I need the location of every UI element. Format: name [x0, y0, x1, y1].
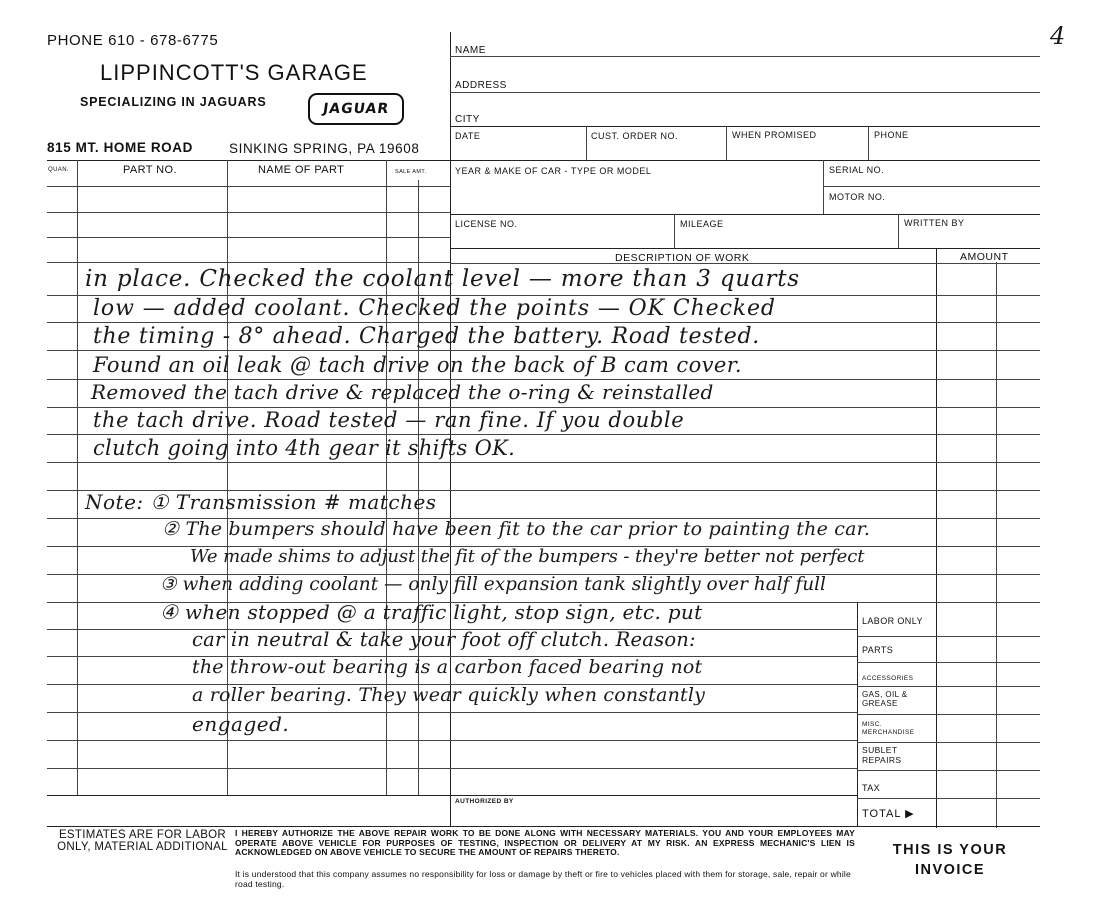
label-labor-only: LABOR ONLY	[862, 616, 923, 626]
work-line: clutch going into 4th gear it shifts OK.	[93, 436, 516, 460]
label-parts: PARTS	[862, 645, 894, 655]
work-line: the tach drive. Road tested — ran fine. If you double	[93, 408, 685, 432]
license-divider-2	[898, 214, 899, 248]
name-rule	[450, 56, 1040, 57]
amount-cents-divider	[996, 262, 997, 828]
authorization-text: I HEREBY AUTHORIZE THE ABOVE REPAIR WORK TO BE DONE ALONG WITH NECESSARY MATERIALS. YOU AND YOUR EMPLOYEES MAY OPERATE ABOVE VEHICLE FOR PURPOSES OF TESTING, INSPECTION OR DELIVERY AT MY RISK. AN EXPRESS MECHANIC'S LIEN IS ACKNOWLEDGED ON ABOVE VEHICLE TO SECURE THE AMOUNT OF REPAIRS THERETO.	[235, 828, 855, 857]
ruled-line	[47, 186, 450, 187]
totals-rule	[857, 714, 1040, 715]
label-accessories: ACCESSORIES	[862, 675, 914, 682]
note-line: ③ when adding coolant — only fill expansion tank slightly over half full	[160, 574, 826, 595]
note-line: ④ when stopped @ a traffic light, stop sign, etc. put	[160, 600, 703, 624]
description-header-rule	[450, 263, 1040, 264]
city-rule	[450, 126, 1040, 127]
totals-rule	[857, 742, 1040, 743]
ruled-line	[47, 322, 1040, 323]
note-line: the throw-out bearing is a carbon faced bearing not	[192, 656, 703, 678]
date-divider-1	[586, 126, 587, 160]
ruled-line	[47, 768, 857, 769]
label-when-promised: WHEN PROMISED	[732, 130, 817, 140]
label-sublet: SUBLET REPAIRS	[862, 745, 902, 765]
totals-rule	[857, 636, 1040, 637]
invoice-text: THIS IS YOUR INVOICE	[892, 842, 1008, 878]
ruled-line	[47, 212, 450, 213]
ruled-line	[47, 462, 1040, 463]
totals-rule	[857, 798, 1040, 799]
page-number: 4	[1050, 22, 1066, 50]
label-cust-order-no: CUST. ORDER NO.	[591, 131, 679, 141]
serial-rule	[823, 186, 1040, 187]
totals-rule	[857, 686, 1040, 687]
label-date: DATE	[455, 131, 481, 141]
work-line: the timing - 8° ahead. Charged the battery. Road tested.	[93, 324, 760, 349]
col-name-of-part: NAME OF PART	[258, 164, 345, 176]
label-gas-oil: GAS, OIL & GREASE	[862, 690, 908, 708]
work-line: Removed the tach drive & replaced the o-ring & reinstalled	[91, 380, 714, 404]
note-line: We made shims to adjust the fit of the bumpers - they're better not perfect	[190, 546, 865, 567]
license-rule	[450, 248, 1040, 249]
ruled-line	[47, 262, 450, 263]
jaguar-logo-text: JAGUAR	[321, 101, 391, 117]
address-rule	[450, 92, 1040, 93]
note-line: Note: ① Transmission # matches	[85, 490, 437, 514]
label-written-by: WRITTEN BY	[904, 218, 965, 228]
parts-col-line-1	[77, 160, 78, 795]
shop-phone: PHONE 610 - 678-6775	[47, 32, 219, 49]
shop-street: 815 MT. HOME ROAD	[47, 140, 193, 155]
ruled-line	[47, 434, 1040, 435]
note-line: a roller bearing. They wear quickly when constantly	[192, 684, 706, 706]
note-line: engaged.	[192, 712, 290, 736]
col-sale-amt: SALE AMT.	[395, 169, 427, 175]
label-city: CITY	[455, 114, 480, 125]
description-header: DESCRIPTION OF WORK	[615, 252, 750, 264]
date-divider-3	[868, 126, 869, 160]
ruled-line	[47, 712, 857, 713]
amount-divider	[936, 248, 937, 828]
shop-name: LIPPINCOTT'S GARAGE	[100, 60, 368, 85]
totals-rule	[857, 662, 1040, 663]
col-part-no: PART NO.	[123, 164, 177, 176]
label-name: NAME	[455, 45, 486, 56]
shop-city: SINKING SPRING, PA 19608	[229, 141, 420, 156]
date-divider-2	[726, 126, 727, 160]
work-line: low — added coolant. Checked the points — OK Checked	[93, 296, 776, 321]
label-misc: MISC. MERCHANDISE	[862, 721, 915, 736]
responsibility-text: It is understood that this company assumes no responsibility for loss or damage by theft or fire to vehicles placed with them for storage, sale, repair or while road testing.	[235, 869, 851, 889]
note-line: car in neutral & take your foot off clutch. Reason:	[192, 628, 696, 651]
ruled-line	[47, 350, 1040, 351]
label-phone: PHONE	[874, 130, 909, 140]
header-bottom-rule	[47, 160, 450, 161]
jaguar-logo	[308, 93, 404, 125]
ruled-line	[47, 740, 857, 741]
totals-rule	[857, 770, 1040, 771]
label-year-make: YEAR & MAKE OF CAR - TYPE OR MODEL	[455, 166, 652, 176]
work-line: Found an oil leak @ tach drive on the back of B cam cover.	[93, 353, 742, 377]
license-divider-1	[674, 214, 675, 248]
ruled-line	[47, 795, 857, 796]
label-total: TOTAL ▶	[862, 808, 915, 820]
date-row-rule	[450, 160, 1040, 161]
estimates-text: ESTIMATES ARE FOR LABOR ONLY, MATERIAL ADDITIONAL	[57, 829, 228, 853]
note-line: ② The bumpers should have been fit to the car prior to painting the car.	[162, 518, 871, 540]
label-mileage: MILEAGE	[680, 219, 724, 229]
label-motor-no: MOTOR NO.	[829, 192, 886, 202]
ruled-line	[47, 237, 450, 238]
vehicle-rule	[450, 214, 1040, 215]
form-bottom-rule	[47, 826, 1040, 827]
label-tax: TAX	[862, 783, 881, 793]
label-license-no: LICENSE NO.	[455, 219, 518, 229]
label-address: ADDRESS	[455, 80, 507, 91]
label-authorized-by: AUTHORIZED BY	[455, 798, 514, 805]
serial-divider	[823, 160, 824, 214]
amount-header: AMOUNT	[960, 251, 1009, 263]
col-quan: QUAN.	[48, 167, 70, 173]
specializing-text: SPECIALIZING IN JAGUARS	[80, 95, 267, 109]
work-line: in place. Checked the coolant level — more than 3 quarts	[85, 266, 800, 292]
label-serial-no: SERIAL NO.	[829, 165, 885, 175]
